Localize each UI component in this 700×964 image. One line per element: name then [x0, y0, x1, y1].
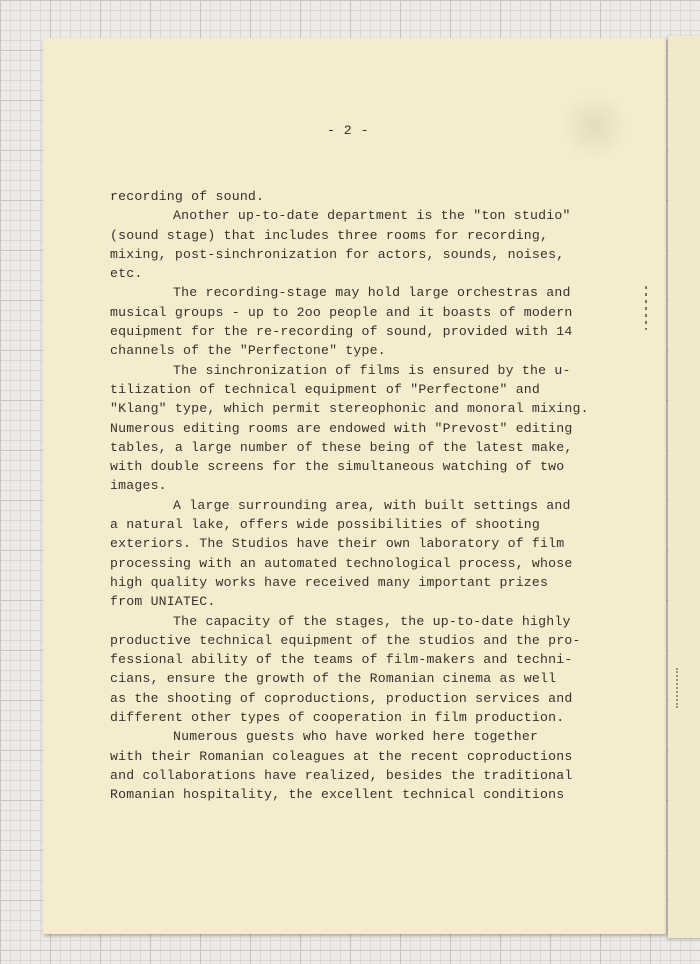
text-line: The sinchronization of films is ensured by the u- — [173, 362, 571, 378]
text-line: Another up-to-date department is the "ton studio" — [173, 208, 571, 224]
text-line: equipment for the re-recording of sound, provided with 14 — [110, 324, 573, 340]
text-line: tables, a large number of these being of the latest make, — [110, 439, 573, 455]
text-line: tilization of technical equipment of "Perfectone" and — [110, 381, 541, 397]
text-line: Numerous editing rooms are endowed with "Prevost" editing — [110, 420, 573, 436]
text-line: (sound stage) that includes three rooms for recording, — [110, 227, 549, 243]
text-line: A large surrounding area, with built settings and — [173, 497, 571, 513]
text-line: with double screens for the simultaneous watching of two — [110, 459, 565, 475]
text-line: "Klang" type, which permit stereophonic and monoral mixing. — [110, 401, 589, 417]
body-text — [110, 187, 589, 805]
text-line: from UNIATEC. — [110, 594, 216, 610]
text-line: mixing, post-sinchronization for actors, sounds, noises, — [110, 246, 565, 262]
text-line: as the shooting of coproductions, production services and — [110, 690, 573, 706]
page-number: - 2 - — [326, 123, 370, 138]
text-line: with their Romanian coleagues at the recent coproductions — [110, 748, 573, 764]
text-line: The recording-stage may hold large orchestras and — [173, 285, 571, 301]
text-line: etc. — [110, 266, 143, 282]
text-line: exteriors. The Studios have their own laboratory of film — [110, 536, 565, 552]
text-line: musical groups - up to 2oo people and it boasts of modern — [110, 304, 573, 320]
text-line: processing with an automated technological process, whose — [110, 555, 573, 571]
text-line: a natural lake, offers wide possibilities of shooting — [110, 517, 541, 533]
text-line: Numerous guests who have worked here together — [173, 729, 539, 745]
text-line: channels of the "Perfectone" type. — [110, 343, 386, 359]
text-line: different other types of cooperation in film production. — [110, 710, 565, 726]
text-line: The capacity of the stages, the up-to-date highly — [173, 613, 571, 629]
text-line: cians, ensure the growth of the Romanian cinema as well — [110, 671, 557, 687]
page-tear — [676, 668, 692, 708]
text-line: and collaborations have realized, besides the traditional — [110, 767, 573, 783]
text-line: productive technical equipment of the studios and the pro- — [110, 632, 581, 648]
text-line: images. — [110, 478, 167, 494]
text-line: fessional ability of the teams of film-makers and techni- — [110, 652, 573, 668]
watermark-stain — [565, 95, 625, 165]
fold-mark — [645, 286, 647, 330]
text-line: Romanian hospitality, the excellent technical conditions — [110, 787, 565, 803]
text-line: recording of sound. — [110, 189, 265, 204]
text-line: high quality works have received many important prizes — [110, 574, 549, 590]
adjacent-page-edge — [668, 36, 700, 938]
